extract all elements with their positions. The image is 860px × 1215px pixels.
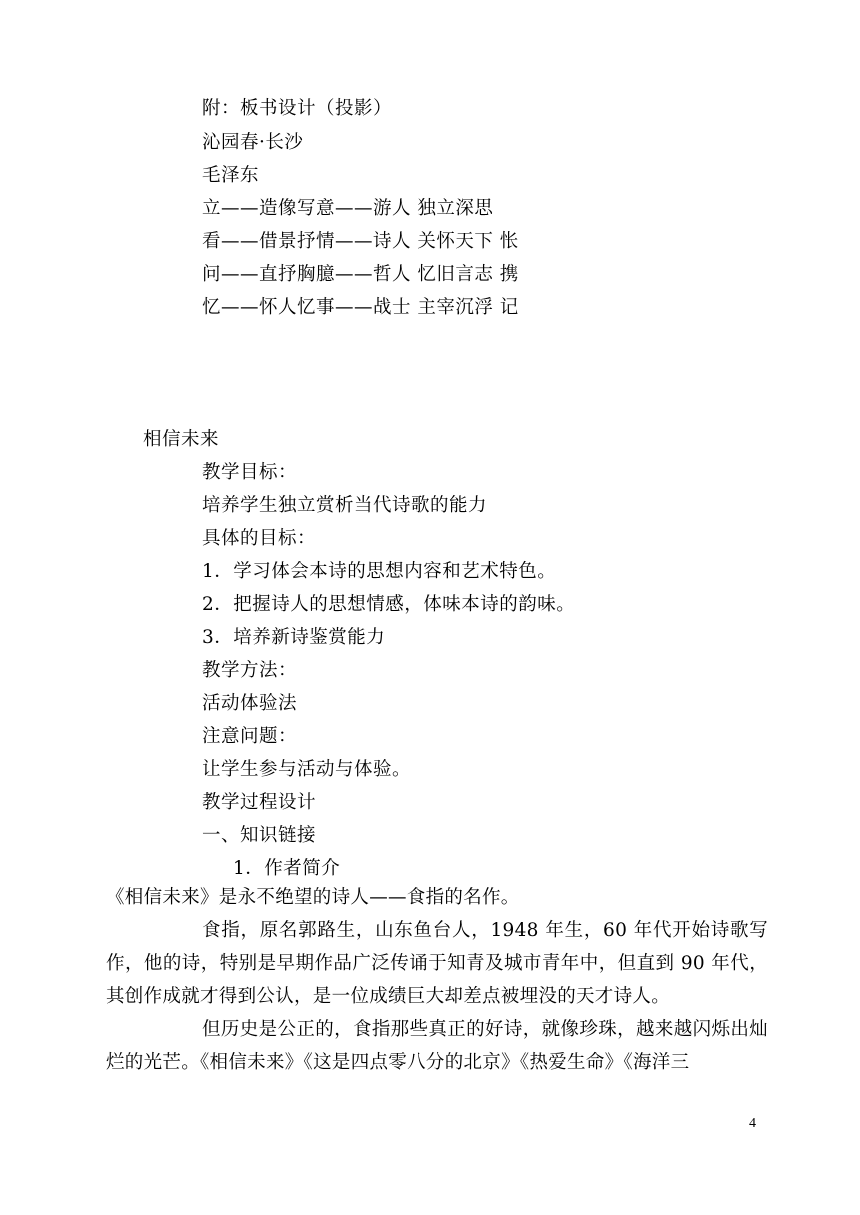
section-heading: 一、知识链接 [202, 825, 317, 846]
board-row: 忆——怀人忆事——战士 主宰沉浮 记 [202, 297, 519, 318]
method-text: 活动体验法 [202, 693, 298, 714]
specific-item: 3．培养新诗鉴赏能力 [202, 627, 386, 648]
poem-author: 毛泽东 [202, 165, 260, 186]
paragraph: 《相信未来》是永不绝望的诗人——食指的名作。 [106, 887, 520, 908]
page-number: 4 [749, 1116, 756, 1131]
paragraph: 食指，原名郭路生，山东鱼台人，1948 年生，60 年代开始诗歌写作，他的诗，特别是早期作品广泛传诵于知青及城市青年中，但直到 90 年代，其创作成就才得到公认，是一位成绩巨大却差点被埋没的天才诗人。 [106, 920, 768, 1007]
lesson-title: 相信未来 [143, 429, 220, 450]
goal-text: 培养学生独立赏析当代诗歌的能力 [202, 495, 488, 516]
paragraph: 但历史是公正的，食指那些真正的好诗，就像珍珠，越来越闪烁出灿烂的光芒。《相信未来》《这是四点零八分的北京》《热爱生命》《海洋三 [106, 1019, 768, 1073]
board-row: 立——造像写意——游人 独立深思 [202, 198, 494, 219]
specific-label: 具体的目标： [202, 528, 317, 549]
attention-text: 让学生参与活动与体验。 [202, 759, 412, 780]
board-row: 看——借景抒情——诗人 关怀天下 怅 [202, 231, 519, 252]
subsection-heading: 1．作者简介 [233, 858, 341, 879]
method-label: 教学方法： [202, 660, 298, 681]
specific-item: 1．学习体会本诗的思想内容和艺术特色。 [202, 561, 557, 582]
board-heading: 附：板书设计（投影） [202, 98, 393, 119]
poem-title: 沁园春·长沙 [202, 132, 304, 153]
process-label: 教学过程设计 [202, 792, 317, 813]
board-row: 问——直抒胸臆——哲人 忆旧言志 携 [202, 264, 519, 285]
specific-item: 2．把握诗人的思想情感，体味本诗的韵味。 [202, 594, 576, 615]
goal-label: 教学目标： [202, 462, 298, 483]
attention-label: 注意问题： [202, 726, 298, 747]
